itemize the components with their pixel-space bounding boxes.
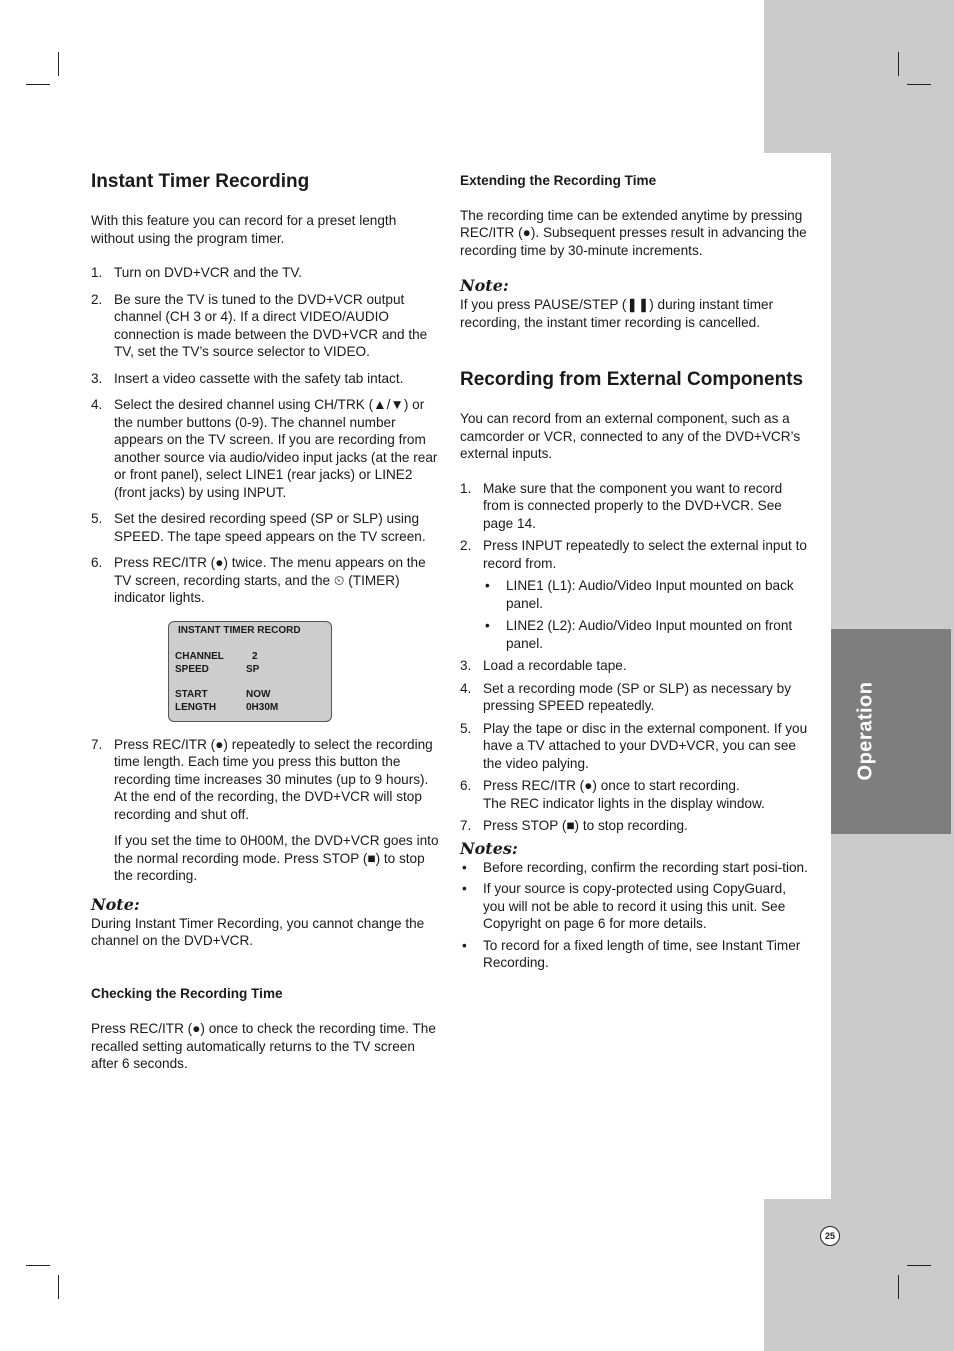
- osd-speed-label: SPEED: [175, 663, 209, 675]
- step-item: 2. Be sure the TV is tuned to the DVD+VCR output channel (CH 3 or 4). If a direct VIDEO/AUDIO connection is made between the DVD+VCR and the TV, set the TV’s source selector to VIDEO.: [91, 291, 428, 359]
- note-title: Note:: [91, 894, 140, 914]
- section-title: Recording from External Components: [460, 369, 804, 390]
- right-column: [460, 172, 808, 972]
- osd-title: INSTANT TIMER RECORD: [178, 624, 301, 636]
- osd-length-value: 0H30M: [246, 701, 279, 713]
- extending-paragraph: The recording time can be extended anytime by pressing REC/ITR (●). Subsequent presses result in advancing the recording time by 30-minute increments.: [460, 207, 807, 258]
- step-item: 1. Turn on DVD+VCR and the TV.: [91, 265, 303, 280]
- step-item: 6. Press REC/ITR (●) once to start recording. The REC indicator lights in the display window.: [460, 778, 765, 811]
- sidebar-top-block: [764, 0, 954, 153]
- step-item: 3. Load a recordable tape.: [460, 658, 627, 673]
- osd-screen: [168, 621, 332, 722]
- crop-mark: [58, 1275, 59, 1299]
- crop-mark: [907, 1265, 931, 1266]
- note-item: • To record for a fixed length of time, see Instant Timer Recording.: [460, 937, 808, 972]
- intro-paragraph: With this feature you can record for a preset length without using the program timer.: [91, 213, 397, 246]
- instant-timer-steps-cont: [91, 736, 441, 824]
- crop-mark: [898, 52, 899, 76]
- page-number: 25: [820, 1226, 840, 1246]
- left-column: [91, 170, 441, 1073]
- crop-mark: [58, 52, 59, 76]
- section-tab: [831, 629, 951, 834]
- section-title: Instant Timer Recording: [91, 171, 310, 192]
- note-item: • Before recording, confirm the recording start posi-tion.: [460, 859, 808, 877]
- step-item: 7. Press REC/ITR (●) repeatedly to select the recording time length. Each time you press this button the recording time increases 30 minutes (up to 9 hours). At the end of the recording, the DVD+VCR will stop recording and shut off.: [91, 736, 433, 822]
- note-item: • If your source is copy-protected using CopyGuard, you will not be able to record it using this unit. See Copyright on page 6 for more details.: [460, 880, 808, 933]
- osd-channel-value: 2: [252, 650, 258, 662]
- step-item: 4. Set a recording mode (SP or SLP) as necessary by pressing SPEED repeatedly.: [460, 680, 792, 713]
- ext-intro-paragraph: You can record from an external component, such as a camcorder or VCR, connected to any of the DVD+VCR’s external inputs.: [460, 411, 801, 461]
- step-item: 4. Select the desired channel using CH/TRK (▲/▼) or the number buttons (0-9). The channel number appears on the TV screen. If you are recording from another source via audio/video input jacks (at the rear or front panel), select LINE1 (rear jacks) or LINE2 (front jacks) by using INPUT.: [91, 397, 438, 500]
- step-item: 6. Press REC/ITR (●) twice. The menu appears on the TV screen, recording starts, and the ⏲ (TIMER) indicator lights.: [91, 555, 426, 605]
- external-steps-cont: [460, 657, 808, 835]
- step-item: 3. Insert a video cassette with the safety tab intact.: [91, 370, 404, 386]
- crop-mark: [898, 1275, 899, 1299]
- step-item: 1. Make sure that the component you want to record from is connected properly to the DVD+VCR. See page 14.: [460, 480, 783, 531]
- crop-mark: [26, 1265, 50, 1266]
- step-item: 5. Set the desired recording speed (SP or SLP) using SPEED. The tape speed appears on the TV screen.: [91, 511, 426, 544]
- crop-mark: [26, 84, 50, 85]
- osd-length-label: LENGTH: [175, 701, 217, 713]
- subsection-title: Extending the Recording Time: [460, 173, 657, 188]
- external-steps: [460, 480, 808, 573]
- crop-mark: [907, 84, 931, 85]
- checking-paragraph: Press REC/ITR (●) once to check the recording time. The recalled setting automatically returns to the TV screen after 6 seconds.: [91, 1021, 436, 1071]
- bullet-item: • LINE1 (L1): Audio/Video Input mounted on back panel.: [483, 577, 808, 612]
- osd-speed-value: SP: [246, 663, 260, 675]
- sidebar-bottom-block: [764, 1199, 954, 1351]
- step-item: 5. Play the tape or disc in the external component. If you have a TV attached to your DVD+VCR, you can see the video palying.: [460, 720, 808, 771]
- osd-start-label: START: [175, 688, 208, 700]
- section-tab-label: Operation: [854, 681, 877, 781]
- step-item: 2. Press INPUT repeatedly to select the external input to record from.: [460, 538, 807, 571]
- input-bullets: [460, 577, 808, 652]
- step-extra-text: If you set the time to 0H00M, the DVD+VCR goes into the normal recording mode. Press STOP (■) to stop the recording.: [114, 833, 439, 883]
- subsection-title: Checking the Recording Time: [91, 985, 283, 1001]
- bullet-item: • LINE2 (L2): Audio/Video Input mounted on front panel.: [483, 617, 808, 652]
- osd-channel-label: CHANNEL: [175, 650, 224, 662]
- notes-list: [460, 859, 808, 972]
- osd-start-value: NOW: [246, 688, 271, 700]
- step-item: 7. Press STOP (■) to stop recording.: [460, 818, 688, 833]
- note-text: If you press PAUSE/STEP (❚❚) during instant timer recording, the instant timer recording is cancelled.: [460, 297, 774, 330]
- note-text: During Instant Timer Recording, you cannot change the channel on the DVD+VCR.: [91, 915, 425, 948]
- notes-title: Notes:: [460, 838, 518, 858]
- instant-timer-steps: [91, 264, 441, 607]
- note-title: Note:: [460, 276, 509, 295]
